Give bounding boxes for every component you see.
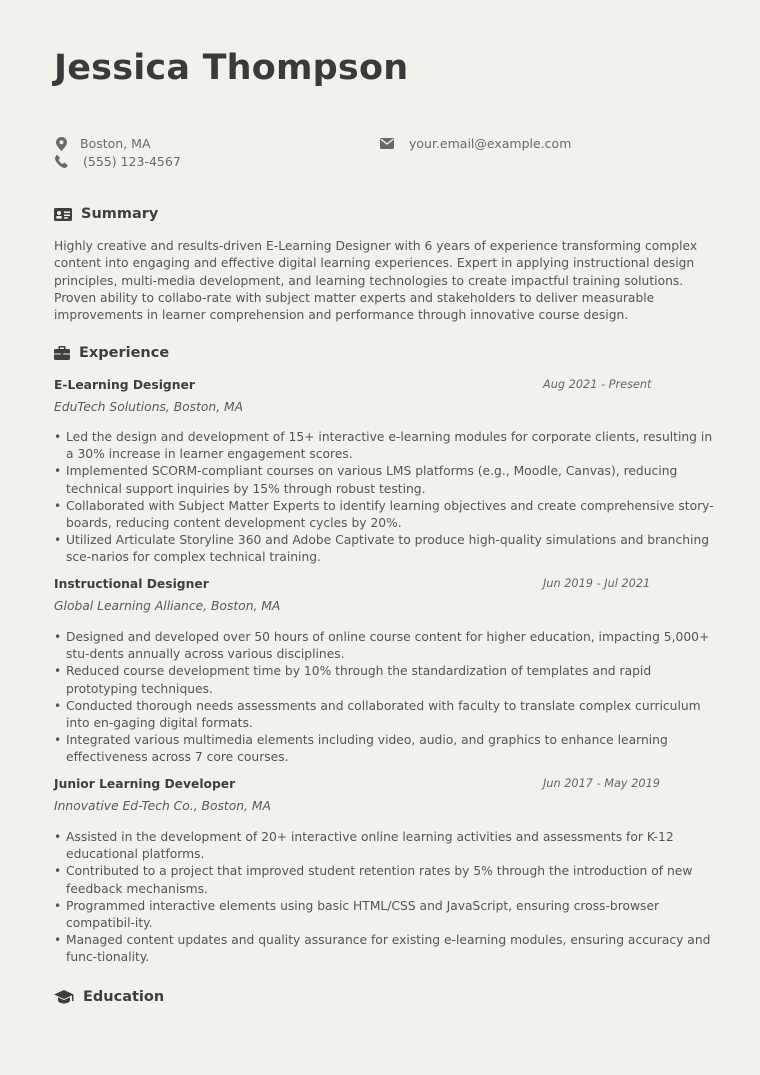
bullet-item: • Integrated various multimedia elements including video, audio, and graphics to enhance learning effectiveness across 7 core courses.: [54, 732, 714, 766]
phone-text: (555) 123-4567: [83, 154, 181, 169]
experience-heading: [54, 345, 169, 361]
map-pin-icon: [54, 137, 68, 151]
bullet-item: • Contributed to a project that improved student retention rates by 5% through the introduction of new feedback mechanisms.: [54, 863, 714, 897]
summary-heading: [54, 206, 158, 222]
phone-icon: [54, 155, 68, 169]
graduation-cap-icon: [54, 990, 74, 1004]
job-company: EduTech Solutions, Boston, MA: [54, 400, 244, 414]
bullet-item: • Conducted thorough needs assessments and collaborated with faculty to translate complex curriculum into en-gaging digital formats.: [54, 698, 714, 732]
experience-heading-text: Experience: [79, 345, 170, 361]
education-heading-text: Education: [83, 989, 165, 1005]
candidate-name: Jessica Thompson: [54, 48, 409, 88]
job-bullets: [54, 829, 714, 967]
job-title: Instructional Designer: [54, 577, 209, 591]
job-dates: Jun 2019 - Jul 2021: [543, 577, 651, 590]
job-bullets: [54, 629, 714, 767]
contact-phone: [54, 154, 181, 169]
job-title: Junior Learning Developer: [54, 777, 236, 791]
summary-paragraph: Highly creative and results-driven E-Learning Designer with 6 years of experience transforming complex content into engaging and effective digital learning experiences. Expert in applying instructional design principles, multi-media development, and learning technologies to create impactful training solutions. Proven ability to collabo-rate with subject matter experts and stakeholders to deliver measurable improvements in learner comprehension and performance through innovative course design.: [54, 239, 698, 323]
bullet-item: • Programmed interactive elements using basic HTML/CSS and JavaScript, ensuring cross-browser compatibil-ity.: [54, 898, 714, 932]
summary-heading-text: Summary: [81, 206, 159, 222]
envelope-icon: [380, 137, 394, 151]
education-heading: [54, 989, 164, 1005]
job-bullets: [54, 429, 714, 567]
contact-location: [54, 136, 151, 151]
bullet-item: • Reduced course development time by 10% through the standardization of templates and rapid prototyping techniques.: [54, 663, 714, 697]
bullet-item: • Managed content updates and quality assurance for existing e-learning modules, ensuring accuracy and func-tionality.: [54, 932, 714, 966]
bullet-item: • Collaborated with Subject Matter Experts to identify learning objectives and create comprehensive story-boards, reducing content development cycles by 20%.: [54, 498, 714, 532]
bullet-item: • Utilized Articulate Storyline 360 and Adobe Captivate to produce high-quality simulations and branching sce-narios for complex technical training.: [54, 532, 714, 566]
job-company: Innovative Ed-Tech Co., Boston, MA: [54, 799, 271, 813]
contact-email: [380, 136, 571, 151]
bullet-item: • Implemented SCORM-compliant courses on various LMS platforms (e.g., Moodle, Canvas), reducing technical support inquiries by 15% through robust testing.: [54, 463, 714, 497]
job-dates: Aug 2021 - Present: [543, 378, 652, 391]
job-title: E-Learning Designer: [54, 378, 195, 392]
job-dates: Jun 2017 - May 2019: [543, 777, 660, 790]
job-company: Global Learning Alliance, Boston, MA: [54, 599, 281, 613]
bullet-item: • Led the design and development of 15+ interactive e-learning modules for corporate clients, resulting in a 30% increase in learner engagement scores.: [54, 429, 714, 463]
location-text: Boston, MA: [80, 136, 151, 151]
briefcase-icon: [54, 346, 70, 360]
email-link[interactable]: your.email@example.com: [409, 136, 572, 151]
id-card-icon: [54, 208, 72, 221]
bullet-item: • Assisted in the development of 20+ interactive online learning activities and assessments for K-12 educational platforms.: [54, 829, 714, 863]
bullet-item: • Designed and developed over 50 hours of online course content for higher education, impacting 5,000+ stu-dents annually across various disciplines.: [54, 629, 714, 663]
